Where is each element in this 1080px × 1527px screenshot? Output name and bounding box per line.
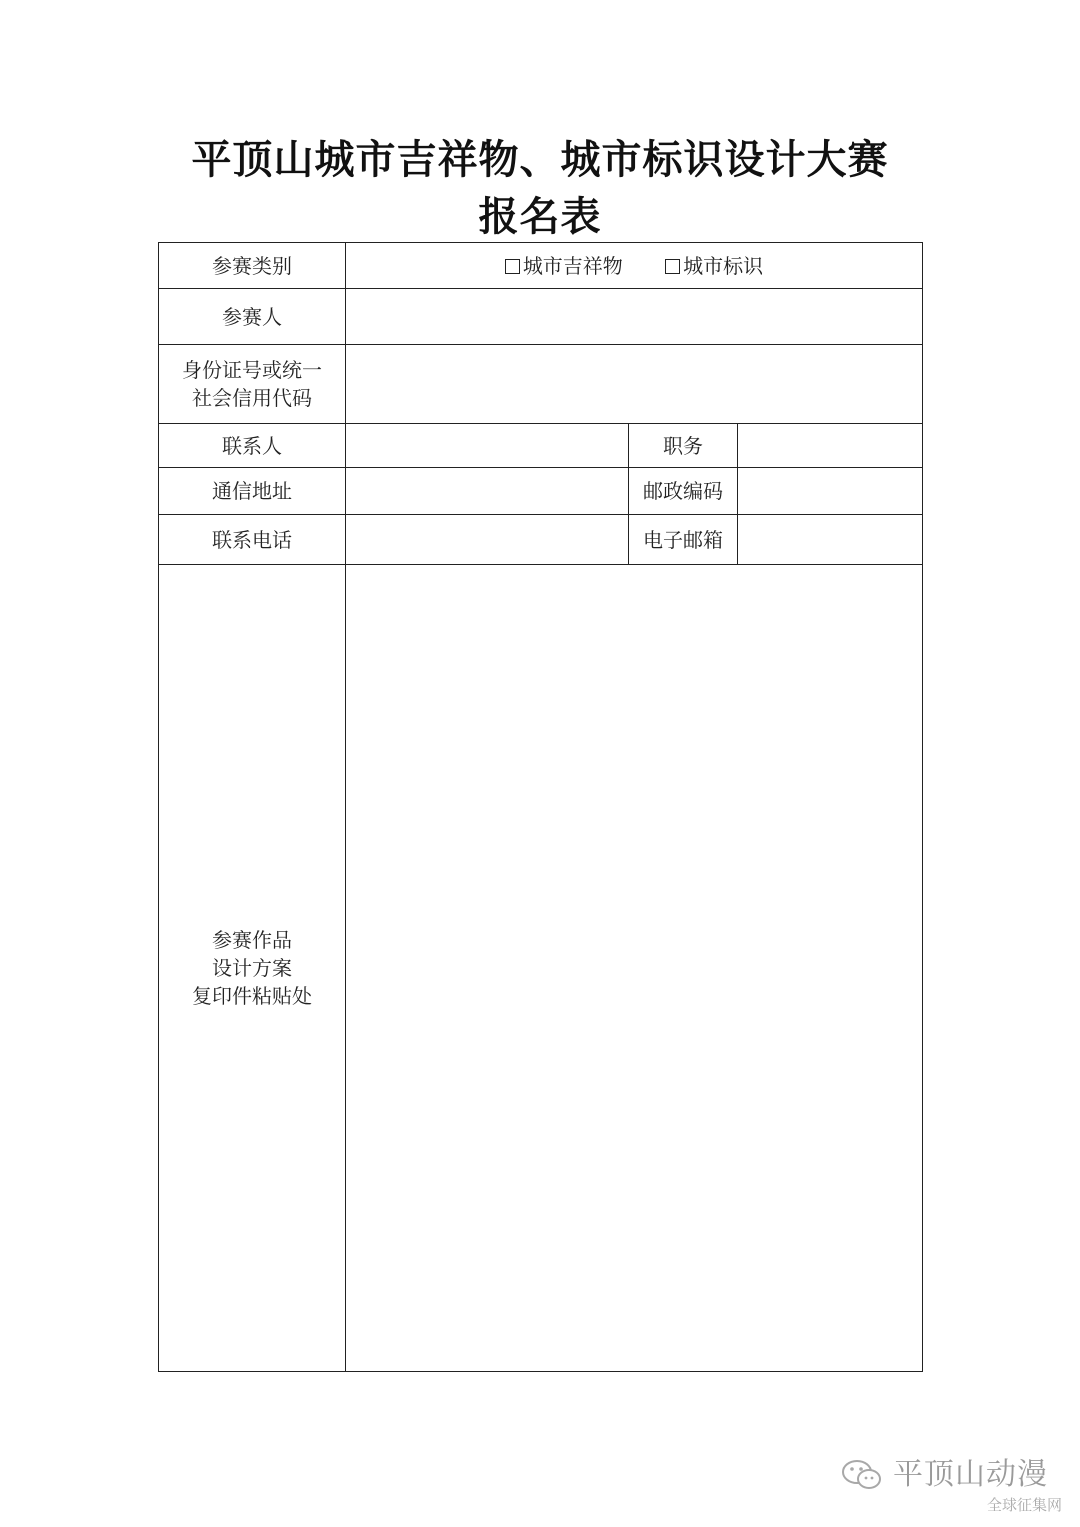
participant-field[interactable] <box>346 289 923 345</box>
address-label: 通信地址 <box>159 468 346 515</box>
watermark <box>841 1457 1048 1493</box>
phone-field[interactable] <box>346 515 629 565</box>
option-mascot-label: 城市吉祥物 <box>522 253 623 278</box>
id-number-label-line2: 社会信用代码 <box>192 386 312 410</box>
address-row <box>159 468 923 515</box>
contact-row <box>159 424 923 468</box>
wechat-icon <box>841 1457 883 1493</box>
option-logo[interactable] <box>665 252 763 280</box>
entry-label-line3: 复印件粘贴处 <box>192 984 312 1008</box>
phone-label: 联系电话 <box>159 515 346 565</box>
option-logo-label: 城市标识 <box>683 253 764 278</box>
watermark-account: 平顶山动漫 <box>893 1457 1048 1492</box>
email-field[interactable] <box>738 515 923 565</box>
address-field[interactable] <box>346 468 629 515</box>
id-number-field[interactable] <box>346 345 923 424</box>
id-number-row <box>159 345 923 424</box>
category-row <box>159 243 923 289</box>
contact-person-label: 联系人 <box>159 424 346 468</box>
postal-code-field[interactable] <box>738 468 923 515</box>
page-title: 平顶山城市吉祥物、城市标识设计大赛 <box>191 137 889 183</box>
category-options-cell <box>346 243 923 289</box>
position-field[interactable] <box>738 424 923 468</box>
category-label: 参赛类别 <box>159 243 346 289</box>
entry-label <box>159 565 346 1372</box>
watermark-site: 全球征集网 <box>986 1496 1062 1514</box>
id-number-label <box>159 345 346 424</box>
position-label: 职务 <box>629 424 738 468</box>
registration-form-table <box>158 242 923 1372</box>
option-mascot[interactable] <box>505 252 623 280</box>
entry-paste-area[interactable] <box>346 565 923 1372</box>
postal-code-label: 邮政编码 <box>629 468 738 515</box>
page-subtitle: 报名表 <box>478 194 602 240</box>
phone-row <box>159 515 923 565</box>
contact-person-field[interactable] <box>346 424 629 468</box>
email-label: 电子邮箱 <box>629 515 738 565</box>
participant-label: 参赛人 <box>159 289 346 345</box>
entry-row <box>159 565 923 1372</box>
participant-row <box>159 289 923 345</box>
id-number-label-line1: 身份证号或统一 <box>182 358 322 382</box>
checkbox-mascot[interactable] <box>505 259 520 274</box>
entry-label-line1: 参赛作品 <box>212 928 292 952</box>
checkbox-logo[interactable] <box>665 259 680 274</box>
entry-label-line2: 设计方案 <box>212 956 292 980</box>
